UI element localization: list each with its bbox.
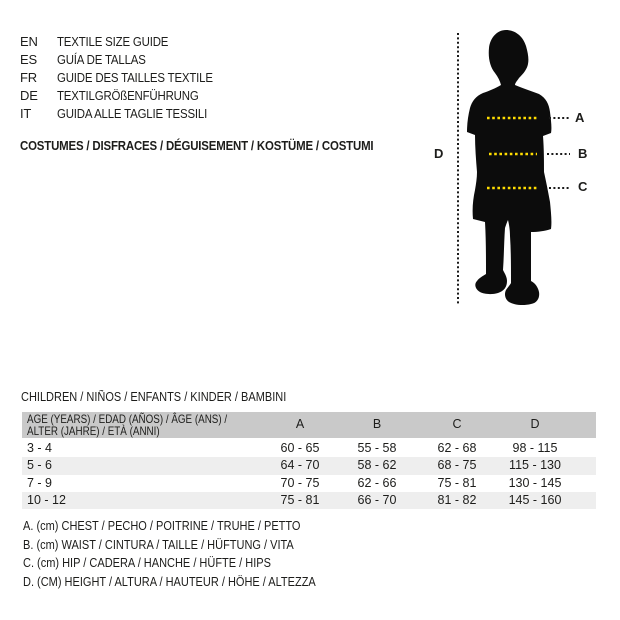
age-cell: 10 - 12: [27, 492, 66, 507]
measure-label-c: C: [578, 179, 588, 194]
language-row: [20, 105, 234, 123]
measure-label-a: A: [575, 110, 585, 125]
height-cell: 98 - 115: [512, 441, 558, 455]
measure-label-b: B: [578, 146, 588, 161]
height-cell: 130 - 145: [508, 475, 562, 490]
language-row: [20, 51, 234, 69]
waist-cell: 58 - 62: [357, 458, 397, 473]
table-row: [22, 457, 596, 474]
column-header-b: B: [372, 417, 382, 431]
waist-cell: 55 - 58: [357, 441, 397, 455]
language-label: GUIDA ALLE TAGLIE TESSILI: [57, 106, 208, 121]
chest-cell: 60 - 65: [280, 441, 320, 455]
measure-label-d: D: [434, 146, 444, 161]
language-code: DE: [20, 88, 38, 103]
language-row: [20, 69, 234, 87]
footnote: D. (CM) HEIGHT / ALTURA / HAUTEUR / HÖHE / ALTEZZA: [23, 574, 316, 589]
size-table: [22, 412, 596, 509]
waist-cell: 62 - 66: [357, 475, 397, 490]
height-cell: 115 - 130: [509, 458, 561, 473]
chest-cell: 64 - 70: [280, 458, 320, 473]
footnote: A. (cm) CHEST / PECHO / POITRINE / TRUHE / PETTO: [23, 519, 301, 533]
language-label: GUIDE DES TAILLES TEXTILE: [57, 70, 213, 85]
language-code: ES: [20, 52, 37, 67]
section-title-children: CHILDREN / NIÑOS / ENFANTS / KINDER / BAMBINI: [21, 390, 287, 404]
language-label: TEXTILGRÖßENFÜHRUNG: [57, 88, 199, 103]
child-silhouette: [467, 30, 551, 305]
hip-cell: 68 - 75: [437, 458, 477, 473]
footnote: C. (cm) HIP / CADERA / HANCHE / HÜFTE / HIPS: [23, 556, 271, 571]
language-row: [20, 87, 234, 105]
hip-cell: 75 - 81: [437, 475, 477, 490]
column-header-c: C: [452, 417, 462, 431]
size-table-header: [22, 412, 596, 440]
measurement-legend: [23, 517, 356, 591]
hip-cell: 81 - 82: [437, 492, 477, 507]
language-label: TEXTILE SIZE GUIDE: [57, 34, 169, 49]
column-header-a: A: [295, 417, 305, 431]
age-cell: 3 - 4: [27, 441, 53, 455]
chest-cell: 70 - 75: [280, 475, 320, 490]
height-cell: 145 - 160: [508, 492, 562, 507]
table-row: [22, 440, 596, 457]
footnote: B. (cm) WAIST / CINTURA / TAILLE / HÜFTUNG / VITA: [23, 537, 294, 552]
age-cell: 5 - 6: [27, 458, 53, 473]
language-guide-list: [20, 33, 234, 123]
language-label: GUÍA DE TALLAS: [57, 52, 146, 67]
age-column-header: AGE (YEARS) / EDAD (AÑOS) / ÂGE (ANS) / ALTER (JAHRE) / ETÀ (ANNI): [27, 412, 228, 438]
language-code: FR: [20, 70, 37, 85]
hip-cell: 62 - 68: [437, 441, 477, 455]
age-cell: 7 - 9: [27, 475, 53, 490]
language-row: [20, 33, 234, 51]
category-title: COSTUMES / DISFRACES / DÉGUISEMENT / KOSTÜME / COSTUMI: [20, 138, 374, 153]
child-silhouette-figure: [430, 20, 620, 315]
waist-cell: 66 - 70: [357, 492, 397, 507]
language-code: IT: [20, 106, 32, 121]
table-row: [22, 475, 596, 492]
column-header-d: D: [530, 417, 540, 431]
chest-cell: 75 - 81: [280, 492, 320, 507]
table-row: [22, 492, 596, 509]
language-code: EN: [20, 34, 38, 49]
